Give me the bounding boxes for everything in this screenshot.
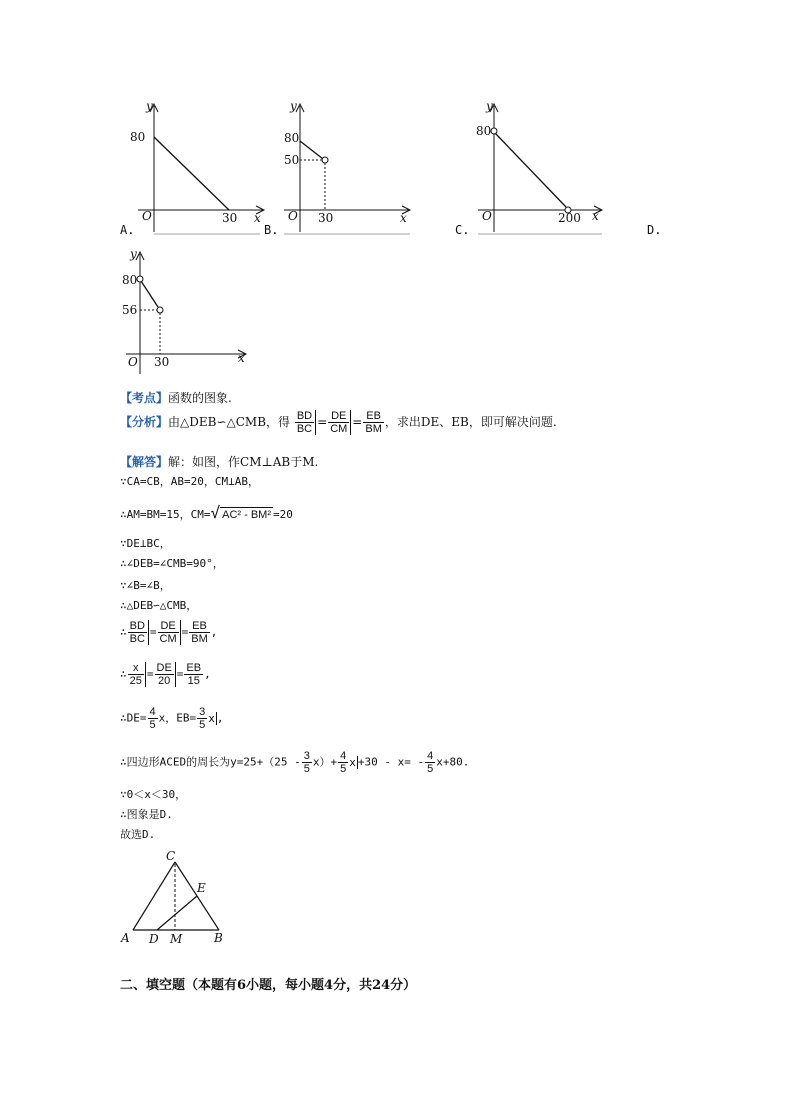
graph-b [264, 96, 414, 238]
line-10-mid2: +30 - x= - [357, 755, 425, 769]
graph-d [118, 246, 252, 378]
option-a-label: A. [120, 223, 135, 237]
line-6: ∴△DEB∽△CMB， [120, 599, 198, 612]
line-9-mid: ，EB= [165, 711, 197, 725]
line-9-post: , [216, 711, 224, 725]
line-10-mid1: ）+ [319, 755, 338, 769]
line-9-pre: ∴DE= [120, 711, 147, 725]
frac-four-fifths: $\frac{4}{5}$ [149, 706, 156, 731]
frac-eb-15: $\frac{EB}{15}$ [186, 662, 202, 687]
option-c-label: C. [455, 223, 470, 237]
var-x: x [208, 711, 215, 725]
graph-d-x-label: x [238, 351, 245, 365]
frac-eb-bm: $\frac{EB}{BM}$ [365, 410, 382, 435]
jieda-line [120, 455, 318, 469]
graph-d-origin: O [128, 355, 138, 369]
kaodian-tag: 【考点】 [120, 391, 169, 405]
frac-de-cm: $\frac{DE}{CM}$ [328, 410, 351, 435]
jieda-tag: 【解答】 [120, 455, 169, 469]
graph-b-origin: O [288, 209, 298, 223]
line-8-post: , [204, 667, 211, 681]
graph-b-x-tick: 30 [318, 211, 334, 225]
graph-a-y-tick: 80 [130, 130, 146, 144]
frac-de-20: $\frac{DE}{20}$ [155, 662, 176, 687]
graph-a-x-label: x [254, 211, 261, 225]
graph-d-y-tick-top: 80 [122, 273, 138, 287]
fenxi-pre: 由△DEB∽△CMB，得 [168, 415, 291, 429]
eq-sign: = [149, 625, 157, 639]
eq-sign: = [317, 415, 328, 429]
eq-sign: = [352, 415, 363, 429]
line-10 [120, 750, 469, 775]
graph-c-origin: O [482, 209, 492, 223]
line-2-pre: ∴AM=BM=15，CM= [120, 508, 211, 521]
line-1: ∵CA=CB，AB=20，CM⊥AB， [120, 475, 259, 488]
frac-bd-bc-2: $\frac{BD}{BC}$ [128, 620, 149, 645]
line-7-post: , [210, 625, 218, 639]
graph-b-y-tick-mid: 50 [284, 153, 300, 167]
sqrt-expression: AC² - BM² [222, 509, 272, 521]
frac-three-fifths: $\frac{3}{5}$ [199, 706, 206, 731]
line-4: ∴∠DEB=∠CMB=90°， [120, 557, 224, 570]
graph-c-y-tick: 80 [476, 124, 492, 138]
graph-b-y-tick-top: 80 [284, 131, 300, 145]
frac-four-fifths-3: $\frac{4}{5}$ [427, 750, 434, 775]
kaodian-line [120, 391, 232, 405]
fenxi-post: ，求出DE、EB，即可解决问题. [384, 415, 557, 429]
frac-eb-bm-2: $\frac{EB}{BM}$ [191, 620, 208, 645]
graph-a-y-label: y [146, 99, 153, 113]
vertex-c-label: C [166, 849, 176, 863]
graph-d-y-tick-mid: 56 [122, 303, 138, 317]
var-x: x [312, 755, 320, 769]
graph-a-x-tick: 30 [222, 211, 238, 225]
graph-b-x-label: x [400, 211, 407, 225]
line-9 [120, 706, 224, 731]
var-x: x [158, 711, 166, 725]
line-13: 故选D. [120, 828, 156, 841]
graph-a-origin: O [142, 209, 152, 223]
line-5: ∵∠B=∠B， [120, 579, 171, 592]
var-x: x [349, 755, 356, 769]
vertex-e-label: E [197, 881, 206, 895]
kaodian-text: 函数的图象. [168, 391, 232, 405]
frac-bd-bc: $\frac{BD}{BC}$ [295, 410, 316, 435]
jieda-text: 解：如图，作CM⊥AB于M. [168, 455, 319, 469]
line-12: ∴图象是D. [120, 808, 173, 821]
graph-c [468, 96, 608, 238]
line-8 [120, 662, 211, 687]
graph-c-x-label: x [592, 209, 599, 223]
vertex-d-label: D [149, 932, 159, 946]
line-10-post: x+80. [436, 755, 470, 769]
triangle-figure [118, 846, 230, 946]
line-7 [120, 620, 217, 645]
graph-d-y-label: y [130, 247, 137, 261]
option-b-label: B. [264, 223, 279, 237]
eq-sign: = [146, 667, 154, 681]
frac-de-cm-2: $\frac{DE}{CM}$ [158, 620, 181, 645]
graph-a [118, 96, 268, 238]
line-7-pre: ∴ [120, 625, 127, 639]
line-8-pre: ∴ [120, 667, 127, 681]
section-heading: 二、填空题（本题有6小题，每小题4分，共24分） [120, 978, 417, 993]
eq-sign: = [181, 625, 189, 639]
line-2-post: =20 [273, 508, 293, 521]
vertex-a-label: A [121, 931, 130, 945]
line-3: ∵DE⊥BC， [120, 537, 171, 550]
frac-four-fifths-2: $\frac{4}{5}$ [340, 750, 347, 775]
frac-x-25: $\frac{x}{25}$ [128, 662, 146, 687]
line-10-pre: ∴四边形ACED的周长为y=25+（25 - [120, 755, 301, 769]
vertex-b-label: B [214, 931, 223, 945]
graph-c-y-label: y [486, 99, 493, 113]
graph-d-x-tick: 30 [154, 355, 170, 369]
vertex-m-label: M [170, 932, 183, 946]
graph-c-x-tick: 200 [558, 211, 581, 225]
graph-b-y-label: y [290, 99, 297, 113]
eq-sign: = [176, 667, 184, 681]
option-d-label: D. [647, 223, 662, 237]
fenxi-tag: 【分析】 [120, 415, 169, 429]
line-11: ∵0＜x＜30， [120, 788, 187, 801]
line-2: ∴AM=BM=15，CM=√ AC² - BM² =20 [120, 503, 293, 522]
frac-three-fifths-2: $\frac{3}{5}$ [303, 750, 310, 775]
fenxi-line [120, 410, 557, 435]
